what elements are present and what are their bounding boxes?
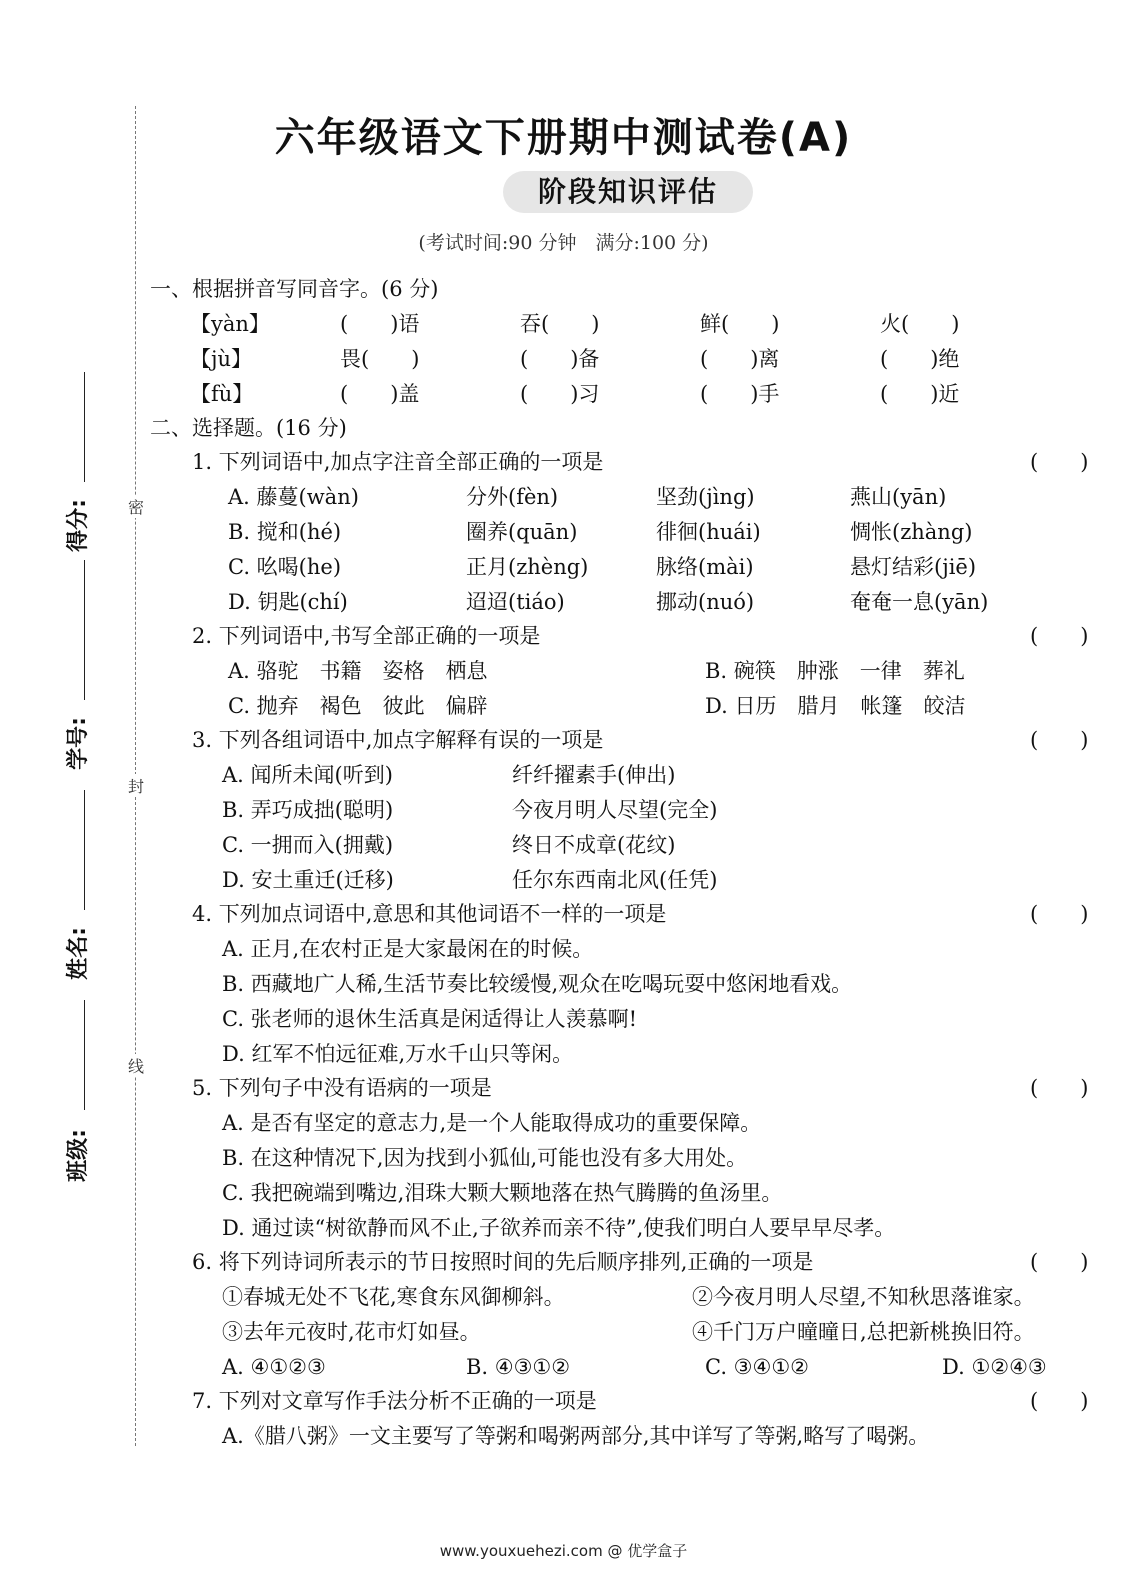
q6-option-c: C. ③④①② <box>705 1355 809 1379</box>
q2-option-a: A. 骆驼 书籍 姿格 栖息 <box>228 659 488 683</box>
q1-option: 脉络(mài) <box>656 555 754 579</box>
seal-mi: 密 <box>128 495 144 518</box>
blank-cell: ( )盖 <box>340 382 420 406</box>
q1-answer-blank: ( ) <box>1030 450 1089 474</box>
pinyin-ju: 【jù】 <box>190 347 253 371</box>
class-label: 班级: <box>65 1129 91 1182</box>
q1-option: B. 搅和(hé) <box>228 520 342 544</box>
name-underline <box>84 790 85 910</box>
q6-poem-1: ①春城无处不飞花,寒食东风御柳斜。 <box>222 1285 565 1309</box>
q1-option: 惆怅(zhàng) <box>850 520 973 544</box>
q1-option: C. 吆喝(he) <box>228 555 342 579</box>
q5-option-d: D. 通过读“树欲静而风不止,子欲养而亲不待”,使我们明白人要早早尽孝。 <box>222 1216 896 1240</box>
q7-stem: 7. 下列对文章写作手法分析不正确的一项是 <box>192 1389 597 1413</box>
q3-option: D. 安土重迁(迁移) <box>222 868 394 892</box>
blank-cell: 火( ) <box>880 312 960 336</box>
q3-option: 纤纤擢素手(伸出) <box>512 763 676 787</box>
q5-option-a: A. 是否有坚定的意志力,是一个人能取得成功的重要保障。 <box>222 1111 762 1135</box>
subtitle-badge: 阶段知识评估 <box>503 171 753 213</box>
q1-option: A. 藤蔓(wàn) <box>228 485 359 509</box>
q5-option-c: C. 我把碗端到嘴边,泪珠大颗大颗地落在热气腾腾的鱼汤里。 <box>222 1181 783 1205</box>
q6-option-b: B. ④③①② <box>466 1355 571 1379</box>
q1-option: 分外(fèn) <box>466 485 559 509</box>
q4-stem: 4. 下列加点词语中,意思和其他词语不一样的一项是 <box>192 902 667 926</box>
q7-answer-blank: ( ) <box>1030 1389 1089 1413</box>
pinyin-fu: 【fù】 <box>190 382 254 406</box>
q2-option-d: D. 日历 腊月 帐篷 皎洁 <box>705 694 966 718</box>
q3-stem: 3. 下列各组词语中,加点字解释有误的一项是 <box>192 728 604 752</box>
q1-option: 挪动(nuó) <box>656 590 755 614</box>
q3-option: A. 闻所未闻(听到) <box>222 763 393 787</box>
q1-option: D. 钥匙(chí) <box>228 590 348 614</box>
q6-poem-2: ②今夜月明人尽望,不知秋思落谁家。 <box>692 1285 1035 1309</box>
q4-option-d: D. 红军不怕远征难,万水千山只等闲。 <box>222 1042 574 1066</box>
q4-option-b: B. 西藏地广人稀,生活节奏比较缓慢,观众在吃喝玩耍中悠闲地看戏。 <box>222 972 853 996</box>
section2-heading: 二、选择题。(16 分) <box>150 416 347 440</box>
q7-option-a: A.《腊八粥》一文主要写了等粥和喝粥两部分,其中详写了等粥,略写了喝粥。 <box>222 1424 930 1448</box>
score-underline <box>84 372 85 482</box>
blank-cell: ( )离 <box>700 347 780 371</box>
blank-cell: ( )近 <box>880 382 960 406</box>
score-label: 得分: <box>65 499 91 552</box>
q1-option: 奄奄一息(yān) <box>850 590 989 614</box>
q6-option-a: A. ④①②③ <box>222 1355 326 1379</box>
q6-answer-blank: ( ) <box>1030 1250 1089 1274</box>
blank-cell: ( )绝 <box>880 347 960 371</box>
class-underline <box>84 1000 85 1110</box>
q1-option: 徘徊(huái) <box>656 520 761 544</box>
q3-answer-blank: ( ) <box>1030 728 1089 752</box>
q6-poem-4: ④千门万户曈曈日,总把新桃换旧符。 <box>692 1320 1035 1344</box>
q2-option-b: B. 碗筷 肿涨 一律 葬礼 <box>705 659 965 683</box>
number-underline <box>84 560 85 700</box>
exam-meta: (考试时间:90 分钟 满分:100 分) <box>418 232 709 254</box>
pinyin-yan: 【yàn】 <box>190 312 270 336</box>
q3-option: B. 弄巧成拙(聪明) <box>222 798 394 822</box>
q2-option-c: C. 抛弃 褐色 彼此 偏辟 <box>228 694 488 718</box>
q1-stem: 1. 下列词语中,加点字注音全部正确的一项是 <box>192 450 604 474</box>
q1-option: 悬灯结彩(jiē) <box>850 555 977 579</box>
q5-option-b: B. 在这种情况下,因为找到小狐仙,可能也没有多大用处。 <box>222 1146 748 1170</box>
blank-cell: 吞( ) <box>520 312 600 336</box>
q3-option: 任尔东西南北风(任凭) <box>512 868 718 892</box>
blank-cell: 鲜( ) <box>700 312 780 336</box>
q1-option: 燕山(yān) <box>850 485 947 509</box>
q5-answer-blank: ( ) <box>1030 1076 1089 1100</box>
blank-cell: ( )习 <box>520 382 600 406</box>
q6-stem: 6. 将下列诗词所表示的节日按照时间的先后顺序排列,正确的一项是 <box>192 1250 814 1274</box>
blank-cell: ( )备 <box>520 347 600 371</box>
q3-option: C. 一拥而入(拥戴) <box>222 833 394 857</box>
q6-poem-3: ③去年元夜时,花市灯如昼。 <box>222 1320 481 1344</box>
q6-option-d: D. ①②④③ <box>942 1355 1047 1379</box>
number-label: 学号: <box>65 717 91 770</box>
q2-stem: 2. 下列词语中,书写全部正确的一项是 <box>192 624 541 648</box>
q4-answer-blank: ( ) <box>1030 902 1089 926</box>
blank-cell: ( )手 <box>700 382 780 406</box>
seal-xian: 线 <box>128 1054 144 1077</box>
q4-option-c: C. 张老师的退休生活真是闲适得让人羡慕啊! <box>222 1007 638 1031</box>
q1-option: 正月(zhèng) <box>466 555 589 579</box>
seal-feng: 封 <box>128 774 144 797</box>
q4-option-a: A. 正月,在农村正是大家最闲在的时候。 <box>222 937 594 961</box>
page-title: 六年级语文下册期中测试卷(A) <box>274 115 853 161</box>
blank-cell: 畏( ) <box>340 347 420 371</box>
section1-heading: 一、根据拼音写同音字。(6 分) <box>150 277 439 301</box>
q1-option: 坚劲(jìng) <box>656 485 755 509</box>
blank-cell: ( )语 <box>340 312 420 336</box>
q3-option: 今夜月明人尽望(完全) <box>512 798 718 822</box>
q2-answer-blank: ( ) <box>1030 624 1089 648</box>
footer-watermark: www.youxuehezi.com @ 优学盒子 <box>439 1542 688 1560</box>
q1-option: 迢迢(tiáo) <box>466 590 565 614</box>
q3-option: 终日不成章(花纹) <box>512 833 676 857</box>
q1-option: 圈养(quān) <box>466 520 578 544</box>
q5-stem: 5. 下列句子中没有语病的一项是 <box>192 1076 492 1100</box>
name-label: 姓名: <box>65 927 91 980</box>
